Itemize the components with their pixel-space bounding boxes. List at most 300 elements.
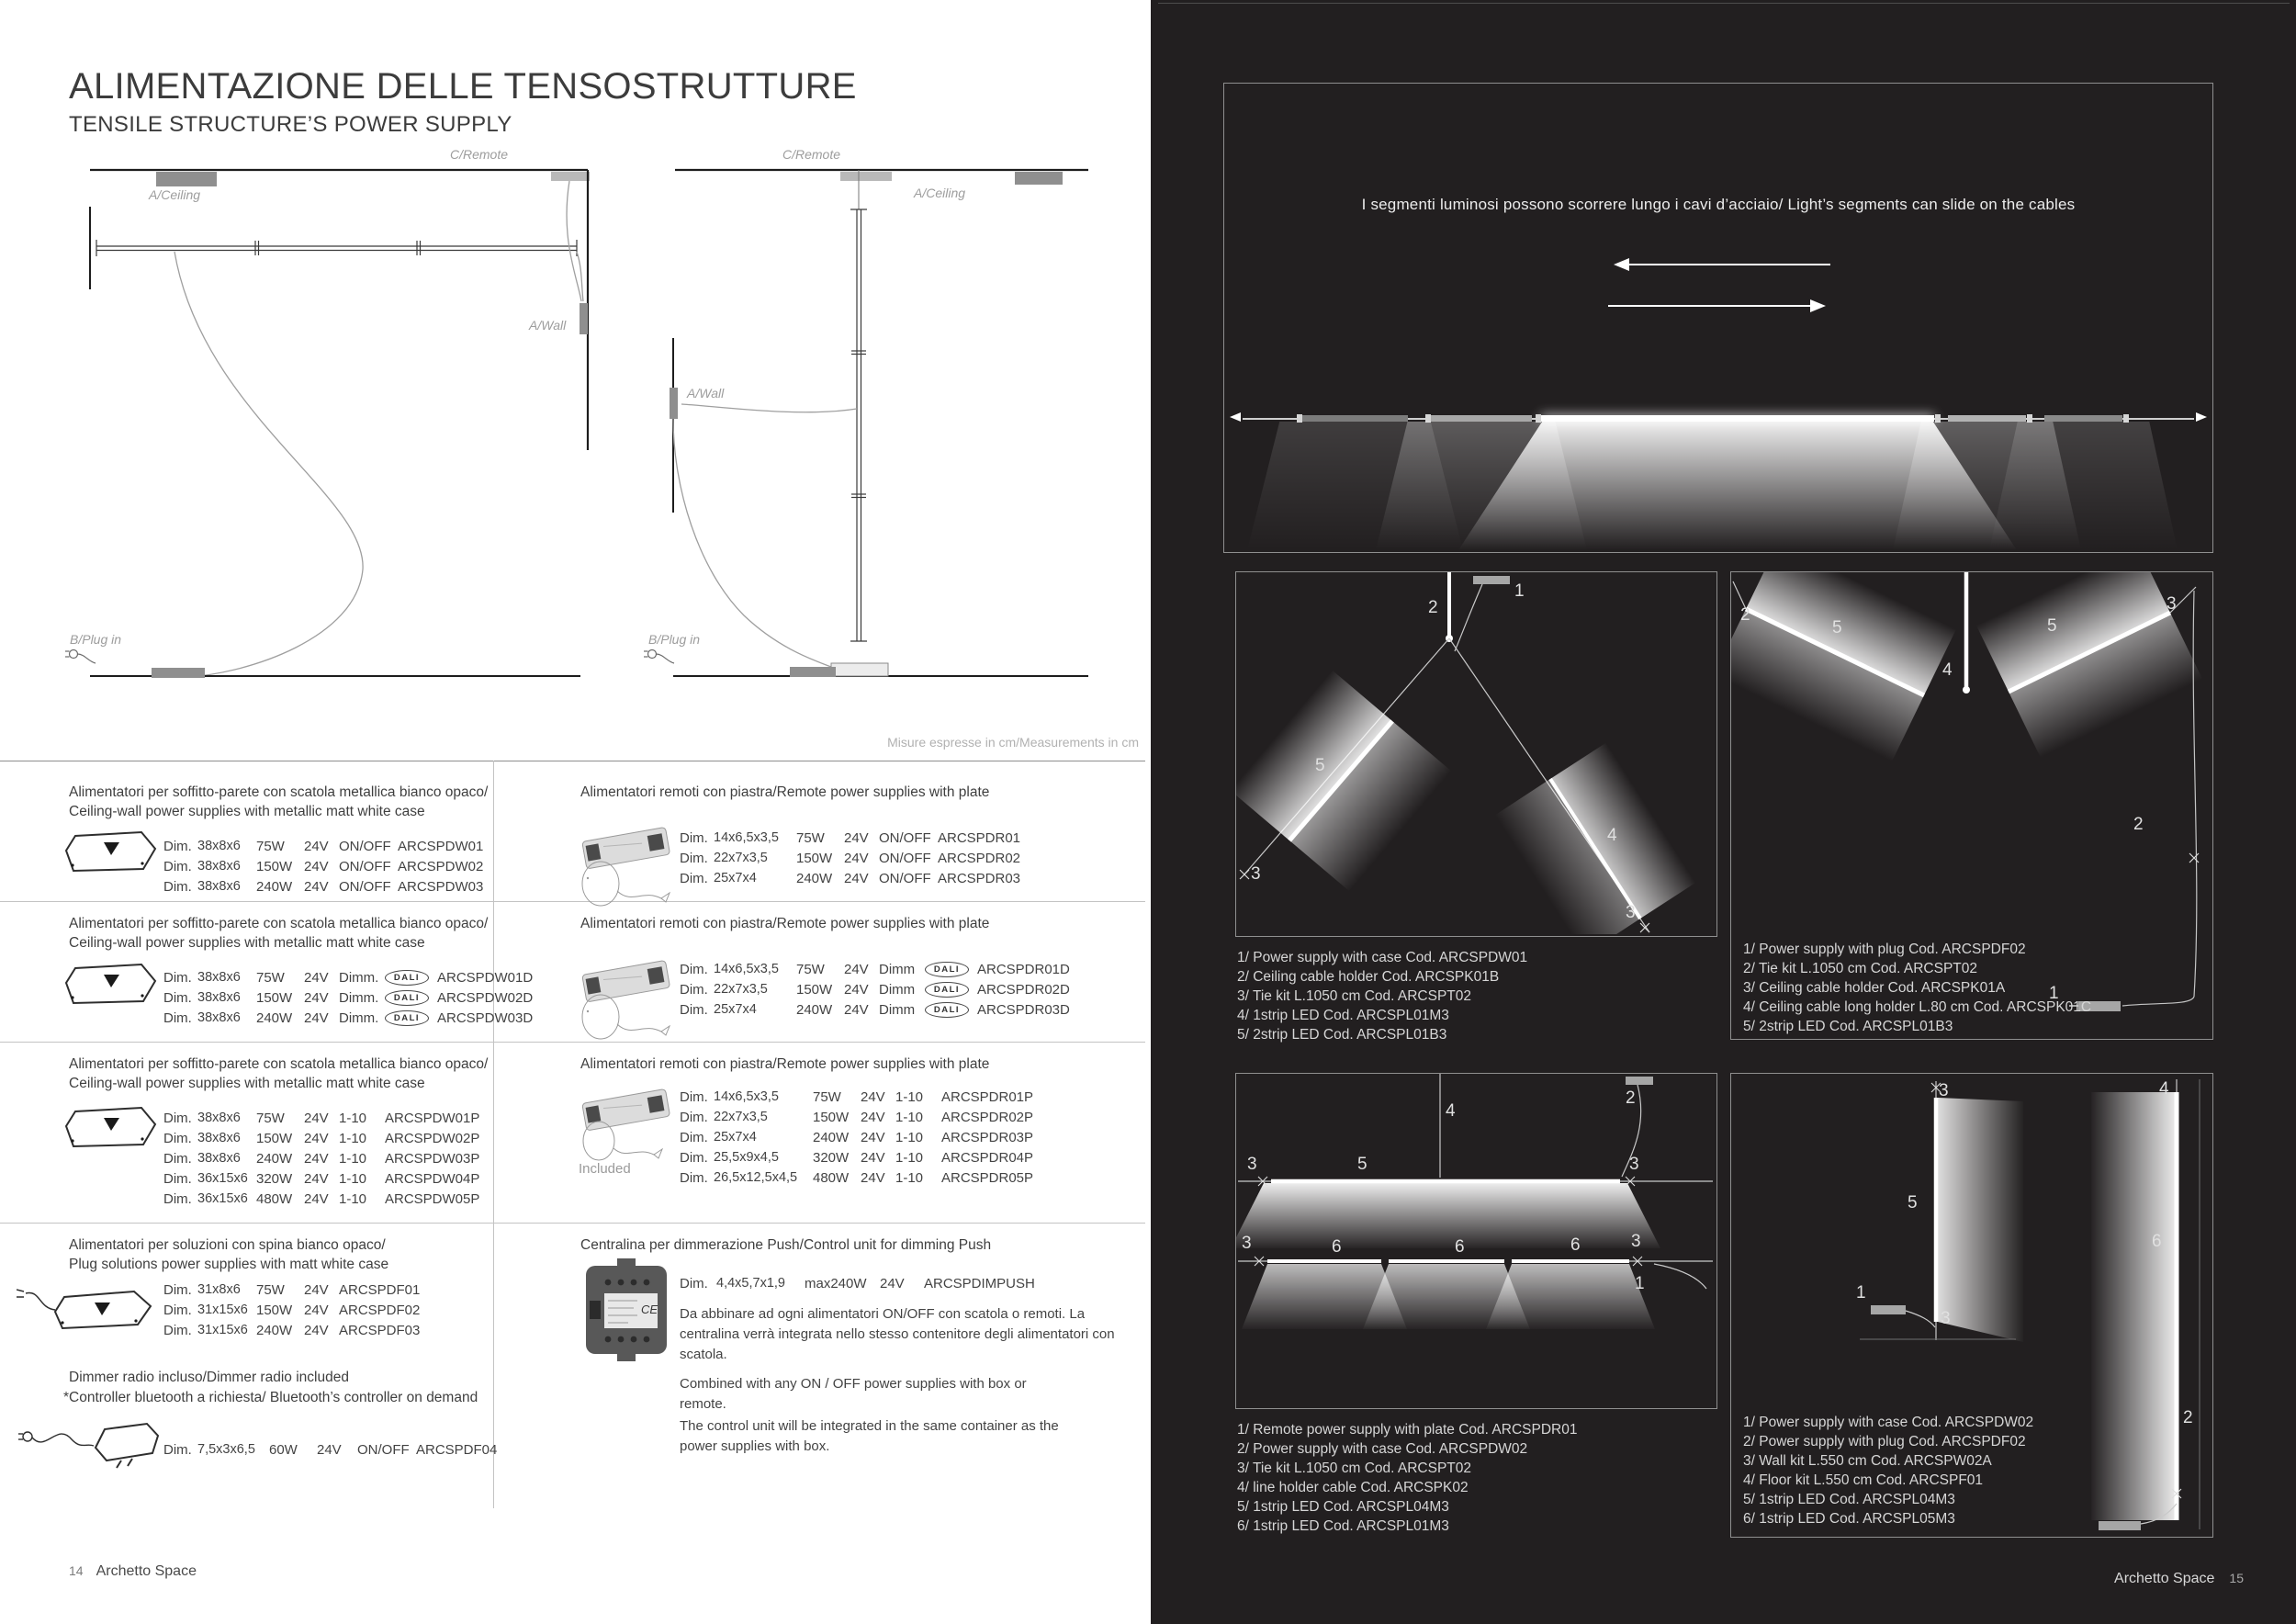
volt: 24V	[304, 838, 329, 854]
segment-joint	[1425, 414, 1431, 423]
dim-label: Dim.	[163, 1441, 192, 1458]
wall-supply-box	[580, 303, 588, 334]
product-code: ARCSPDW02P	[385, 1130, 480, 1146]
part-number: 4	[1446, 1101, 1456, 1121]
light-bar	[850, 209, 867, 641]
section-title-it: Alimentatori per soluzioni con spina bianco opaco/	[69, 1237, 386, 1253]
parts-list-item: 3/ Tie kit L.1050 cm Cod. ARCSPT02	[1237, 988, 1472, 1004]
spec-row	[163, 1168, 528, 1189]
spec-rows	[163, 1439, 528, 1460]
arrow-right-shaft	[1608, 305, 1810, 307]
light-segment	[1302, 415, 1408, 422]
box-supply-icon	[62, 1102, 159, 1156]
part-number: 6	[1332, 1237, 1342, 1257]
dali-logo: DALI	[925, 982, 969, 998]
diagram-label-wall: A/Wall	[529, 318, 567, 333]
light-segment	[1948, 415, 2026, 422]
part-number: 2	[1428, 598, 1438, 617]
section-title-en: Plug solutions power supplies with matt white case	[69, 1257, 389, 1272]
ceiling-supply-box	[1015, 172, 1063, 185]
section-title: Alimentatori remoti con piastra/Remote power supplies with plate	[580, 784, 990, 800]
section-title: Centralina per dimmerazione Push/Control unit for dimming Push	[580, 1237, 992, 1253]
box-supply-icon	[62, 827, 159, 880]
dim-label: Dim.	[163, 1009, 192, 1026]
product-code: ARCSPDF02	[339, 1302, 421, 1318]
spec-rows	[680, 1087, 1145, 1188]
segment-joint	[1297, 414, 1302, 423]
size: 22x7x3,5	[714, 982, 768, 997]
size: 36x15x6	[197, 1191, 248, 1206]
size: 38x8x6	[197, 1010, 241, 1025]
part-number: 5	[2047, 616, 2057, 636]
watt: 75W	[256, 1110, 285, 1126]
spec-row	[163, 1008, 534, 1028]
watt: 240W	[256, 1150, 293, 1167]
product-code: ARCSPDR03D	[977, 1001, 1070, 1018]
volt: 24V	[844, 829, 869, 846]
product-code: ARCSPDIMPUSH	[924, 1275, 1035, 1291]
dim-label: Dim.	[163, 1322, 192, 1338]
parts-list-item: 4/ 1strip LED Cod. ARCSPL01M3	[1237, 1008, 1449, 1023]
size: 14x6,5x3,5	[714, 1089, 779, 1104]
part-number: 6	[1570, 1235, 1581, 1255]
watt: 75W	[813, 1088, 841, 1105]
volt: 24V	[304, 969, 329, 986]
watt: 75W	[256, 969, 285, 986]
section-title-en: Ceiling-wall power supplies with metallic matt white case	[69, 804, 425, 819]
cable-anchor-right	[2196, 412, 2207, 422]
part-number: 4	[1607, 826, 1617, 845]
dim-label: Dim.	[680, 1129, 708, 1145]
parts-list	[1237, 948, 1527, 1044]
dim-label: Dim.	[680, 1109, 708, 1125]
included-label: Included	[579, 1161, 631, 1177]
section-title: Alimentatori remoti con piastra/Remote power supplies with plate	[580, 916, 990, 931]
spec-row	[163, 987, 534, 1008]
spec-rows	[163, 967, 534, 1028]
part-number: 3	[1242, 1234, 1252, 1253]
product-code: ARCSPDW05P	[385, 1190, 480, 1207]
light-glow	[1989, 422, 2178, 550]
dim-label: Dim.	[680, 1149, 708, 1166]
dim-label: Dim.	[680, 1275, 708, 1291]
segment-joint	[2123, 414, 2129, 423]
dark-page	[1151, 0, 2296, 1624]
product-code: ARCSPDR05P	[941, 1169, 1034, 1186]
power-supply-box	[1871, 1305, 1906, 1314]
watt: max240W	[805, 1275, 867, 1291]
watt: 75W	[256, 838, 285, 854]
parts-list	[1743, 1413, 2033, 1528]
product-code: ARCSPDW03D	[437, 1009, 534, 1026]
part-number: 1	[2049, 984, 2059, 1003]
mode: ON/OFF	[339, 878, 391, 895]
dali-logo: DALI	[925, 962, 969, 977]
dim-label: Dim.	[163, 838, 192, 854]
parts-list-item: 1/ Power supply with plug Cod. ARCSPDF02	[1743, 942, 2026, 957]
size: 38x8x6	[197, 990, 241, 1005]
mode: Dimm	[879, 981, 916, 998]
product-code: ARCSPDW03	[398, 878, 484, 895]
part-number: 5	[1357, 1155, 1367, 1174]
parts-list-item: 1/ Power supply with case Cod. ARCSPDW02	[1743, 1415, 2034, 1430]
dim-label: Dim.	[680, 1169, 708, 1186]
dim-label: Dim.	[680, 829, 708, 846]
dim-label: Dim.	[680, 961, 708, 977]
size: 38x8x6	[197, 970, 241, 985]
product-code: ARCSPDR01P	[941, 1088, 1034, 1105]
size: 36x15x6	[197, 1171, 248, 1186]
volt: 24V	[304, 1170, 329, 1187]
volt: 24V	[844, 981, 869, 998]
spec-row	[680, 1087, 1145, 1107]
dali-logo: DALI	[385, 1010, 429, 1026]
remote-supply-box	[840, 172, 892, 181]
dim-label: Dim.	[680, 870, 708, 886]
size: 38x8x6	[197, 1131, 241, 1145]
parts-list-item: 6/ 1strip LED Cod. ARCSPL01M3	[1237, 1518, 1449, 1534]
diagram-label-wall: A/Wall	[687, 386, 725, 400]
product-code: ARCSPDF03	[339, 1322, 421, 1338]
light-segment-lit	[1541, 415, 1934, 422]
push-paragraph-it: Da abbinare ad ogni alimentatori ON/OFF con scatola o remoti. La centralina verrà integrata nello stesso contenitore degli alimentatori con scatola.	[680, 1306, 1115, 1362]
diagram-label-ceiling: A/Ceiling	[914, 186, 966, 200]
size: 38x8x6	[197, 879, 241, 894]
dim-label: Dim.	[163, 1150, 192, 1167]
dim-label: Dim.	[163, 1190, 192, 1207]
size: 26,5x12,5x4,5	[714, 1170, 798, 1185]
arrow-left-icon	[1614, 258, 1629, 271]
spec-row	[163, 1280, 528, 1300]
page-footer-left	[69, 1563, 197, 1580]
wiring-diagram-horizontal	[64, 138, 615, 726]
parts-list-item: 3/ Tie kit L.1050 cm Cod. ARCSPT02	[1237, 1460, 1472, 1476]
watt: 480W	[813, 1169, 850, 1186]
part-number: 2	[2133, 815, 2144, 834]
size: 38x8x6	[197, 1151, 241, 1166]
diagram-label-plug: B/Plug in	[648, 632, 701, 647]
mode: ON/OFF	[339, 858, 391, 874]
size: 31x15x6	[197, 1323, 248, 1337]
dimmer-note-it: Dimmer radio incluso/Dimmer radio included	[69, 1370, 349, 1385]
dim-label: Dim.	[163, 1110, 192, 1126]
part-number: 3	[1626, 903, 1636, 922]
parts-list	[1743, 940, 2091, 1036]
part-number: 3	[1941, 1309, 1951, 1328]
ceiling-supply-box	[156, 172, 217, 186]
wiring-diagram-vertical	[643, 138, 1102, 726]
parts-list-item: 2/ Power supply with case Cod. ARCSPDW02	[1237, 1441, 1528, 1457]
plug-cable	[2122, 997, 2194, 1006]
parts-list-item: 2/ Tie kit L.1050 cm Cod. ARCSPT02	[1743, 961, 1978, 976]
volt: 24V	[861, 1169, 885, 1186]
spec-row	[163, 967, 534, 987]
product-code: ARCSPDR03P	[941, 1129, 1034, 1145]
product-code: ARCSPDR02P	[941, 1109, 1034, 1125]
volt: 24V	[304, 1322, 329, 1338]
watt: 240W	[256, 878, 293, 895]
dim-label: Dim.	[163, 1281, 192, 1298]
watt: 240W	[813, 1129, 850, 1145]
product-code: ARCSPDW01P	[385, 1110, 480, 1126]
supply-cable	[1906, 1311, 1935, 1327]
divider	[0, 1223, 1145, 1224]
brand-name: Archetto Space	[96, 1563, 197, 1579]
volt: 24V	[304, 1281, 329, 1298]
dali-logo: DALI	[385, 990, 429, 1006]
spec-row	[163, 1148, 528, 1168]
watt: 480W	[256, 1190, 293, 1207]
cable-anchor-left	[1230, 412, 1241, 422]
volt: 24V	[861, 1109, 885, 1125]
dim-label: Dim.	[163, 989, 192, 1006]
diagram-label-ceiling: A/Ceiling	[149, 187, 201, 202]
watt: 240W	[256, 1322, 293, 1338]
mode: 1-10	[339, 1150, 367, 1167]
watt: 240W	[256, 1009, 293, 1026]
size: 38x8x6	[197, 1111, 241, 1125]
volt: 24V	[304, 878, 329, 895]
watt: 75W	[796, 829, 825, 846]
watt: 150W	[256, 1302, 293, 1318]
remote-supply-photo	[577, 818, 682, 909]
part-number: 5	[1908, 1193, 1918, 1212]
diagram-label-plug: B/Plug in	[70, 632, 122, 647]
spec-rows	[163, 836, 528, 897]
spec-row	[680, 1167, 1145, 1188]
watt: 150W	[256, 1130, 293, 1146]
volt: 24V	[304, 1009, 329, 1026]
product-code: ARCSPDW02	[398, 858, 484, 874]
divider	[0, 901, 1145, 902]
spec-row	[680, 1273, 1145, 1293]
arrow-left-shaft	[1628, 264, 1830, 265]
spec-row	[163, 1439, 528, 1460]
diagram-label-remote: C/Remote	[782, 147, 841, 162]
plug-cable	[1654, 1264, 1706, 1289]
part-number: 2	[2183, 1408, 2193, 1427]
part-number: 1	[1514, 581, 1525, 601]
part-number: 1	[1635, 1274, 1645, 1293]
spec-row	[680, 959, 1145, 979]
remote-supply-box	[551, 172, 590, 181]
volt: 24V	[317, 1441, 342, 1458]
double-line-illustration	[1236, 1074, 1715, 1406]
parts-list-item: 2/ Power supply with plug Cod. ARCSPDF02	[1743, 1434, 2026, 1449]
section-title-it: Alimentatori per soffitto-parete con scatola metallica bianco opaco/	[69, 916, 489, 931]
volt: 24V	[880, 1275, 905, 1291]
part-number: 3	[1247, 1155, 1257, 1174]
push-paragraph-en2: The control unit will be integrated in the same container as the power supplies with box.	[680, 1418, 1059, 1454]
spec-row	[680, 999, 1145, 1020]
watt: 150W	[796, 850, 833, 866]
volt: 24V	[844, 850, 869, 866]
wall-cable	[2193, 591, 2197, 997]
product-code: ARCSPDR02D	[977, 981, 1070, 998]
volt: 24V	[844, 1001, 869, 1018]
volt: 24V	[304, 1150, 329, 1167]
parts-list-item: 5/ 2strip LED Cod. ARCSPL01B3	[1237, 1027, 1447, 1043]
spec-row	[163, 1189, 528, 1209]
floor-supply-box	[152, 668, 205, 678]
size: 25,5x9x4,5	[714, 1150, 779, 1165]
parts-list-item: 4/ Ceiling cable long holder L.80 cm Cod. ARCSPK01C	[1743, 999, 2092, 1015]
cables	[174, 181, 583, 677]
part-number: 3	[2167, 594, 2177, 614]
push-paragraph-en1: Combined with any ON / OFF power supplies with box or remote.	[680, 1376, 1027, 1412]
volt: 24V	[304, 1302, 329, 1318]
watt: 240W	[796, 870, 833, 886]
mode: ON/OFF	[339, 838, 391, 854]
light-segment	[2044, 415, 2122, 422]
section-title-en: Ceiling-wall power supplies with metallic matt white case	[69, 1076, 425, 1091]
v-shape-illustration	[1236, 572, 1715, 934]
spec-rows	[163, 1280, 528, 1340]
remote-supply-photo	[577, 1082, 682, 1167]
mode: 1-10	[895, 1109, 924, 1125]
part-number: 6	[2152, 1232, 2162, 1251]
volt: 24V	[861, 1088, 885, 1105]
product-code: ARCSPDF01	[339, 1281, 421, 1298]
part-number: 2	[1626, 1088, 1636, 1108]
dim-label: Dim.	[680, 1088, 708, 1105]
page-title: ALIMENTAZIONE DELLE TENSOSTRUTTURE	[69, 66, 857, 107]
plug-icon	[65, 650, 96, 664]
spec-row	[163, 1128, 528, 1148]
spec-row	[680, 868, 1145, 888]
power-supply-box	[2099, 1521, 2141, 1530]
spec-row	[163, 1300, 528, 1320]
page-number: 14	[69, 1563, 84, 1578]
section-title-it: Alimentatori per soffitto-parete con scatola metallica bianco opaco/	[69, 784, 489, 800]
wall-supply-box	[670, 388, 678, 419]
parts-list-item: 5/ 1strip LED Cod. ARCSPL04M3	[1237, 1499, 1449, 1515]
dali-logo: DALI	[925, 1002, 969, 1018]
plug-supply-icon	[17, 1275, 162, 1337]
mode: 1-10	[339, 1190, 367, 1207]
spec-row	[163, 836, 528, 856]
mode: Dimm.	[339, 969, 379, 986]
box-supply-icon	[62, 959, 159, 1012]
spec-row	[680, 1127, 1145, 1147]
section-title-it: Alimentatori per soffitto-parete con scatola metallica bianco opaco/	[69, 1056, 489, 1072]
mode: Dimm	[879, 1001, 916, 1018]
install-diagram-v-shape	[1235, 571, 1717, 937]
mode: Dimm.	[339, 989, 379, 1006]
watt: 75W	[796, 961, 825, 977]
segment-joint	[1935, 414, 1941, 423]
parts-list-item: 4/ Floor kit L.550 cm Cod. ARCSPF01	[1743, 1472, 1984, 1488]
volt: 24V	[304, 1110, 329, 1126]
spec-rows	[680, 959, 1145, 1020]
mode: ON/OFF	[879, 850, 931, 866]
size: 4,4x5,7x1,9	[716, 1276, 785, 1291]
spec-row	[680, 1107, 1145, 1127]
volt: 24V	[844, 870, 869, 886]
diagram-label-remote: C/Remote	[450, 147, 509, 162]
part-number: 5	[1315, 756, 1325, 775]
mode: ON/OFF	[879, 829, 931, 846]
banner-caption: I segmenti luminosi possono scorrere lungo i cavi d’acciaio/ Light’s segments can slide on the cables	[1361, 196, 2076, 213]
parts-list-item: 6/ 1strip LED Cod. ARCSPL05M3	[1743, 1511, 1955, 1527]
size: 25x7x4	[714, 871, 757, 885]
mode: Dimm	[879, 961, 916, 977]
segment-joint	[2027, 414, 2032, 423]
product-code: ARCSPDW04P	[385, 1170, 480, 1187]
mode: 1-10	[339, 1110, 367, 1126]
light-segment	[1431, 415, 1532, 422]
dim-label: Dim.	[163, 858, 192, 874]
watt: 150W	[256, 858, 293, 874]
mode: 1-10	[895, 1169, 924, 1186]
dim-label: Dim.	[163, 1302, 192, 1318]
volt: 24V	[304, 858, 329, 874]
dim-label: Dim.	[163, 878, 192, 895]
watt: 60W	[269, 1441, 298, 1458]
product-code: ARCSPDW03P	[385, 1150, 480, 1167]
mode: 1-10	[895, 1129, 924, 1145]
ce-mark: CE	[641, 1303, 658, 1316]
part-number: 5	[1832, 618, 1842, 637]
volt: 24V	[304, 989, 329, 1006]
dim-label: Dim.	[163, 969, 192, 986]
mode: 1-10	[895, 1088, 924, 1105]
floor-supply-box	[790, 667, 836, 677]
watt: 150W	[256, 989, 293, 1006]
mode: ON/OFF	[879, 870, 931, 886]
volt: 24V	[861, 1129, 885, 1145]
supply-cable	[1455, 584, 1482, 651]
part-number: 3	[1939, 1081, 1949, 1100]
volt: 24V	[304, 1130, 329, 1146]
dimmer-adapter-icon	[18, 1413, 165, 1470]
size: 14x6,5x3,5	[714, 962, 779, 976]
dim-label: Dim.	[680, 981, 708, 998]
part-number: 3	[1629, 1155, 1639, 1174]
section-title: Alimentatori remoti con piastra/Remote power supplies with plate	[580, 1056, 990, 1072]
brand-name: Archetto Space	[2114, 1571, 2215, 1586]
product-code: ARCSPDW02D	[437, 989, 534, 1006]
divider	[0, 1042, 1145, 1043]
product-code: ARCSPDR01	[938, 829, 1021, 846]
spec-row	[163, 1108, 528, 1128]
arrow-right-icon	[1810, 299, 1826, 312]
volt: 24V	[304, 1190, 329, 1207]
spec-rows	[163, 1108, 528, 1209]
product-code: ARCSPDR02	[938, 850, 1021, 866]
tie-anchor	[2189, 853, 2199, 863]
watt: 150W	[813, 1109, 850, 1125]
measurements-note: Misure espresse in cm/Measurements in cm	[887, 735, 1139, 750]
dim-label: Dim.	[680, 1001, 708, 1018]
size: 38x8x6	[197, 859, 241, 874]
dali-logo: DALI	[385, 970, 429, 986]
spec-row	[163, 876, 528, 897]
part-number: 1	[1856, 1283, 1866, 1303]
spec-row	[680, 848, 1145, 868]
mode: 1-10	[339, 1170, 367, 1187]
power-supply-box	[1473, 576, 1510, 584]
size: 7,5x3x6,5	[197, 1442, 255, 1457]
watt: 240W	[796, 1001, 833, 1018]
size: 31x8x6	[197, 1282, 241, 1297]
light-bar	[96, 240, 577, 256]
mode: 1-10	[895, 1149, 924, 1166]
volt: 24V	[861, 1149, 885, 1166]
power-supply-box	[1626, 1077, 1653, 1085]
page-number: 15	[2229, 1571, 2244, 1585]
parts-list-item: 3/ Wall kit L.550 cm Cod. ARCSPW02A	[1743, 1453, 1992, 1469]
